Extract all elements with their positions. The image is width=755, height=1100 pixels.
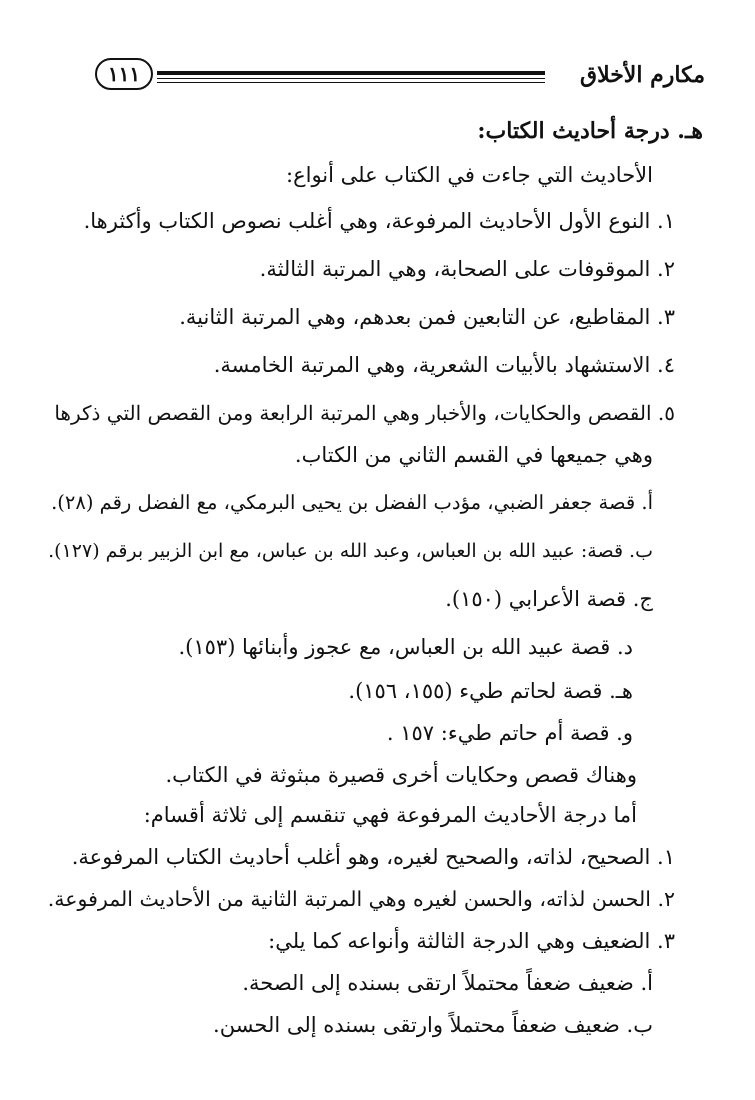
header-rule-thin [157, 78, 545, 79]
list-item-type: ١. النوع الأول الأحاديث المرفوعة، وهي أغلب نصوص الكتاب وأكثرها. [83, 209, 675, 233]
story-item: ج. قصة الأعرابي (١٥٠). [445, 587, 653, 611]
story-item: ب. قصة: عبيد الله بن العباس، وعبد الله بن عباس، مع ابن الزبير برقم (١٢٧). [48, 540, 653, 562]
header-rule-thick [157, 71, 545, 75]
weak-type-item: ب. ضعيف ضعفاً محتملاً وارتقى بسنده إلى الحسن. [213, 1013, 653, 1037]
intro-text: الأحاديث التي جاءت في الكتاب على أنواع: [286, 163, 653, 187]
list-item-type: ٥. القصص والحكايات، والأخبار وهي المرتبة الرابعة ومن القصص التي ذكرها [54, 401, 675, 425]
marfu-intro-text: أما درجة الأحاديث المرفوعة فهي تنقسم إلى ثلاثة أقسام: [143, 803, 637, 827]
story-item: و. قصة أم حاتم طيء: ١٥٧ . [386, 721, 633, 745]
section-heading: هـ. درجة أحاديث الكتاب: [477, 118, 703, 144]
weak-type-item: أ. ضعيف ضعفاً محتملاً ارتقى بسنده إلى الصحة. [242, 971, 653, 995]
header-rule-thin [157, 82, 545, 83]
list-item-type: ٣. المقاطيع، عن التابعين فمن بعدهم، وهي المرتبة الثانية. [179, 305, 675, 329]
page-number: ١١١ [95, 58, 153, 90]
story-item: د. قصة عبيد الله بن العباس، مع عجوز وأبنائها (١٥٣). [178, 635, 633, 659]
list-item-type: ٢. الموقوفات على الصحابة، وهي المرتبة الثالثة. [259, 257, 675, 281]
book-title: مكارم الأخلاق [580, 62, 705, 88]
page-header [95, 58, 705, 98]
grade-item: ٢. الحسن لذاته، والحسن لغيره وهي المرتبة الثانية من الأحاديث المرفوعة. [47, 887, 675, 911]
story-item: أ. قصة جعفر الضبي، مؤدب الفضل بن يحيى البرمكي، مع الفضل رقم (٢٨). [51, 491, 653, 514]
story-item: هـ. قصة لحاتم طيء (١٥٥، ١٥٦). [348, 679, 633, 703]
list-item-type: ٤. الاستشهاد بالأبيات الشعرية، وهي المرتبة الخامسة. [213, 353, 675, 377]
list-item-continuation: وهي جميعها في القسم الثاني من الكتاب. [294, 443, 653, 467]
grade-item: ١. الصحيح، لذاته، والصحيح لغيره، وهو أغلب أحاديث الكتاب المرفوعة. [71, 845, 675, 869]
other-stories-text: وهناك قصص وحكايات أخرى قصيرة مبثوثة في الكتاب. [165, 763, 637, 787]
grade-item: ٣. الضعيف وهي الدرجة الثالثة وأنواعه كما يلي: [268, 929, 675, 953]
